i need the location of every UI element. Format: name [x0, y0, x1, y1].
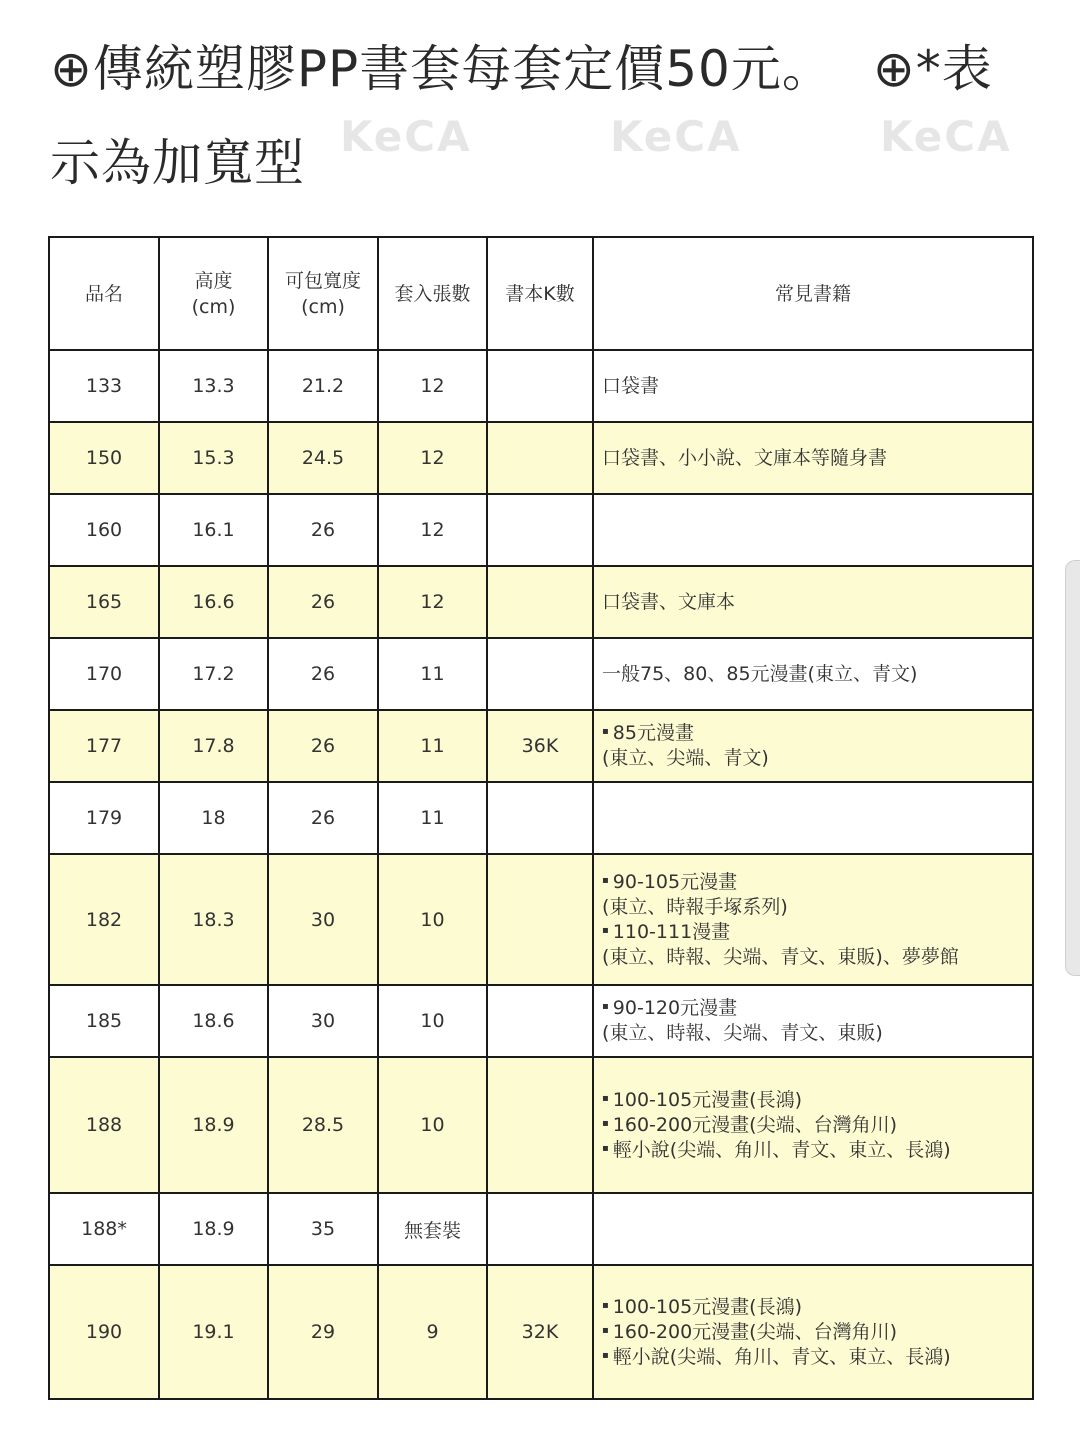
cell-name: 150	[49, 422, 159, 494]
cell-sheets: 12	[378, 566, 487, 638]
cell-name: 165	[49, 566, 159, 638]
cell-k	[487, 350, 593, 422]
watermark-logo: KeCA	[610, 112, 742, 161]
cell-width: 26	[268, 782, 378, 854]
cell-height: 18.9	[159, 1193, 268, 1265]
table-row	[49, 638, 1033, 710]
cell-books	[593, 494, 1033, 566]
book-line: ▪ 100-105元漫畫(長鴻)	[602, 1088, 1032, 1113]
cell-sheets: 12	[378, 422, 487, 494]
cell-sheets: 10	[378, 985, 487, 1057]
cell-name: 160	[49, 494, 159, 566]
cell-height: 15.3	[159, 422, 268, 494]
cell-sheets: 10	[378, 854, 487, 985]
cell-width: 24.5	[268, 422, 378, 494]
cell-k	[487, 422, 593, 494]
cell-sheets: 10	[378, 1057, 487, 1193]
cell-name: 188*	[49, 1193, 159, 1265]
cell-width: 26	[268, 638, 378, 710]
book-line: ▪ 160-200元漫畫(尖端、台灣角川)	[602, 1320, 1032, 1345]
header-col-sheets: 套入張數	[378, 237, 487, 350]
table-row	[49, 422, 1033, 494]
cell-height: 13.3	[159, 350, 268, 422]
cell-width: 28.5	[268, 1057, 378, 1193]
cell-width: 21.2	[268, 350, 378, 422]
cell-width: 26	[268, 710, 378, 782]
cell-width: 29	[268, 1265, 378, 1399]
cell-name: 179	[49, 782, 159, 854]
cell-sheets: 無套裝	[378, 1193, 487, 1265]
cell-height: 17.2	[159, 638, 268, 710]
cell-k	[487, 1057, 593, 1193]
cell-height: 19.1	[159, 1265, 268, 1399]
header-col-width: 可包寬度 (cm)	[268, 237, 378, 350]
cell-books	[593, 422, 1033, 494]
cell-height: 16.1	[159, 494, 268, 566]
cell-sheets: 11	[378, 638, 487, 710]
cell-height: 18.9	[159, 1057, 268, 1193]
scrollbar-thumb[interactable]	[1065, 560, 1080, 976]
page-heading	[50, 22, 1040, 210]
cell-name: 185	[49, 985, 159, 1057]
cell-sheets: 11	[378, 782, 487, 854]
cell-books	[593, 1265, 1033, 1399]
cell-k	[487, 638, 593, 710]
book-line: 口袋書、文庫本	[602, 590, 736, 613]
cell-name: 177	[49, 710, 159, 782]
cell-height: 18.3	[159, 854, 268, 985]
watermark-logo: KeCA	[880, 112, 1012, 161]
book-line: 口袋書、小小說、文庫本等隨身書	[602, 446, 888, 469]
cell-books	[593, 985, 1033, 1057]
cell-books	[593, 638, 1033, 710]
book-line: 一般75、80、85元漫畫(東立、青文)	[602, 662, 918, 685]
table-row	[49, 566, 1033, 638]
cell-k	[487, 782, 593, 854]
book-line: ▪ 90-105元漫畫	[602, 870, 1032, 895]
cell-height: 16.6	[159, 566, 268, 638]
book-line: ▪ 110-111漫畫	[602, 920, 1032, 945]
book-line: ▪ 90-120元漫畫	[602, 996, 1032, 1021]
book-line: (東立、時報、尖端、青文、東販)	[602, 1022, 883, 1044]
header-col-k: 書本K數	[487, 237, 593, 350]
cell-height: 17.8	[159, 710, 268, 782]
cell-name: 133	[49, 350, 159, 422]
watermark-logo: KeCA	[340, 112, 472, 161]
book-line: (東立、時報手塚系列)	[602, 895, 788, 918]
cell-books	[593, 782, 1033, 854]
cell-sheets: 9	[378, 1265, 487, 1399]
table-row	[49, 1265, 1033, 1399]
cell-height: 18	[159, 782, 268, 854]
cell-name: 170	[49, 638, 159, 710]
cell-books	[593, 710, 1033, 782]
table-row	[49, 350, 1033, 422]
table-row	[49, 985, 1033, 1057]
cell-k	[487, 854, 593, 985]
heading-wide-note: ⊕*表示為加寬型	[50, 40, 993, 192]
cell-width: 30	[268, 985, 378, 1057]
cell-name: 190	[49, 1265, 159, 1399]
cell-books	[593, 350, 1033, 422]
cell-width: 35	[268, 1193, 378, 1265]
table-row	[49, 782, 1033, 854]
table-row	[49, 1193, 1033, 1265]
cell-books	[593, 1057, 1033, 1193]
header-col-books: 常見書籍	[593, 237, 1033, 350]
cell-sheets: 11	[378, 710, 487, 782]
cell-k: 36K	[487, 710, 593, 782]
book-line: ▪ 輕小說(尖端、角川、青文、東立、長鴻)	[602, 1138, 1032, 1163]
cell-k	[487, 985, 593, 1057]
table-row	[49, 494, 1033, 566]
book-line: (東立、尖端、青文)	[602, 747, 769, 769]
book-line: ▪ 160-200元漫畫(尖端、台灣角川)	[602, 1113, 1032, 1138]
cell-k	[487, 566, 593, 638]
cell-width: 30	[268, 854, 378, 985]
heading-price-note: ⊕傳統塑膠PP書套每套定價50元。	[50, 40, 833, 98]
cell-sheets: 12	[378, 494, 487, 566]
book-line: (東立、時報、尖端、青文、東販)、夢夢館	[602, 945, 959, 968]
table-header-row	[49, 237, 1033, 350]
cell-height: 18.6	[159, 985, 268, 1057]
cell-width: 26	[268, 494, 378, 566]
cell-k	[487, 1193, 593, 1265]
table-row	[49, 854, 1033, 985]
header-col-name: 品名	[49, 237, 159, 350]
book-cover-spec-table	[48, 236, 1034, 1400]
cell-k: 32K	[487, 1265, 593, 1399]
cell-sheets: 12	[378, 350, 487, 422]
cell-books	[593, 854, 1033, 985]
cell-books	[593, 566, 1033, 638]
header-col-height: 高度 (cm)	[159, 237, 268, 350]
cell-books	[593, 1193, 1033, 1265]
cell-name: 182	[49, 854, 159, 985]
cell-name: 188	[49, 1057, 159, 1193]
cell-width: 26	[268, 566, 378, 638]
table-row	[49, 710, 1033, 782]
book-line: 口袋書	[602, 374, 660, 397]
cell-k	[487, 494, 593, 566]
book-line: ▪ 100-105元漫畫(長鴻)	[602, 1295, 1032, 1320]
book-line: ▪ 85元漫畫	[602, 721, 1032, 746]
book-line: ▪ 輕小說(尖端、角川、青文、東立、長鴻)	[602, 1345, 1032, 1370]
table-row	[49, 1057, 1033, 1193]
